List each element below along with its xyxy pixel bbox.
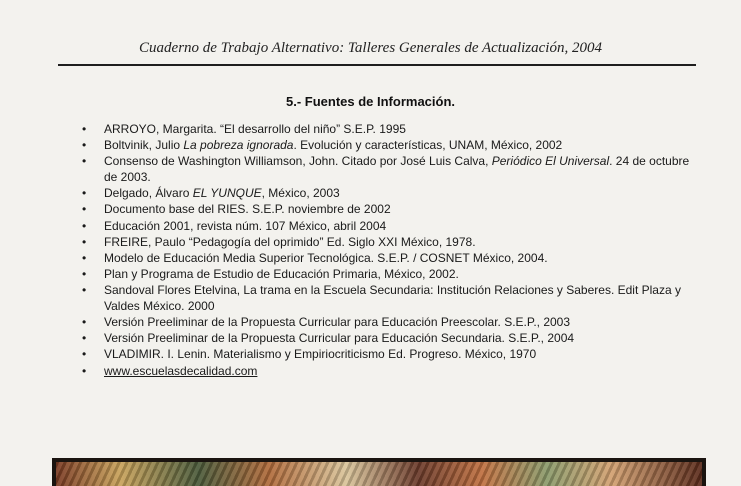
running-header: Cuaderno de Trabajo Alternativo: Talleres Generales de Actualización, 2004 <box>139 40 602 56</box>
list-item: • Modelo de Educación Media Superior Tecnológica. S.E.P. / COSNET México, 2004. <box>82 250 548 265</box>
list-item: • Versión Preeliminar de la Propuesta Curricular para Educación Secundaria. S.E.P., 2004 <box>82 331 575 346</box>
bullet-icon: • <box>82 202 87 217</box>
bullet-icon: • <box>82 186 87 201</box>
header-rule <box>58 64 696 66</box>
list-item: • ARROYO, Margarita. “El desarrollo del niño” S.E.P. 1995 <box>82 122 406 136</box>
website-link[interactable]: www.escuelasdecalidad.com <box>104 363 258 378</box>
bullet-icon: • <box>82 363 87 378</box>
bullet-icon: • <box>82 283 87 298</box>
bullet-icon: • <box>82 122 87 136</box>
list-item: • Consenso de Washington Williamson, John. Citado por José Luis Calva, Periódico El Universal. 24 de octubre de 2003. <box>82 154 690 184</box>
bullet-icon: • <box>82 250 87 265</box>
list-item <box>80 364 700 380</box>
bullet-icon: • <box>82 347 87 362</box>
bullet-icon: • <box>82 218 87 233</box>
mural-photo <box>52 458 706 486</box>
section-title: 5.- Fuentes de Información. <box>285 94 456 109</box>
bullet-icon: • <box>82 234 87 249</box>
list-item: • FREIRE, Paulo “Pedagogía del oprimido” Ed. Siglo XXI México, 1978. <box>82 234 476 249</box>
bullet-icon: • <box>82 267 87 282</box>
list-item: • Sandoval Flores Etelvina, La trama en la Escuela Secundaria: Institución Relaciones y Saberes. Edit Plaza y Valdes México. 2000 <box>82 283 681 313</box>
list-item: • Delgado, Álvaro EL YUNQUE, México, 2003 <box>82 186 340 201</box>
bullet-icon: • <box>82 154 87 169</box>
bullet-icon: • <box>82 331 87 346</box>
reference-list <box>80 122 700 380</box>
list-item: • VLADIMIR. I. Lenin. Materialismo y Empiriocriticismo Ed. Progreso. México, 1970 <box>82 347 537 362</box>
list-item: • Boltvinik, Julio La pobreza ignorada. Evolución y características, UNAM, México, 2002 <box>82 138 563 153</box>
list-item: • Educación 2001, revista núm. 107 México, abril 2004 <box>82 218 387 233</box>
list-item: • Documento base del RIES. S.E.P. noviembre de 2002 <box>82 202 391 217</box>
bullet-icon: • <box>82 138 87 153</box>
bullet-icon: • <box>82 315 87 330</box>
list-item: • Plan y Programa de Estudio de Educación Primaria, México, 2002. <box>82 267 459 282</box>
list-item: • Versión Preeliminar de la Propuesta Curricular para Educación Preescolar. S.E.P., 2003 <box>82 315 571 330</box>
